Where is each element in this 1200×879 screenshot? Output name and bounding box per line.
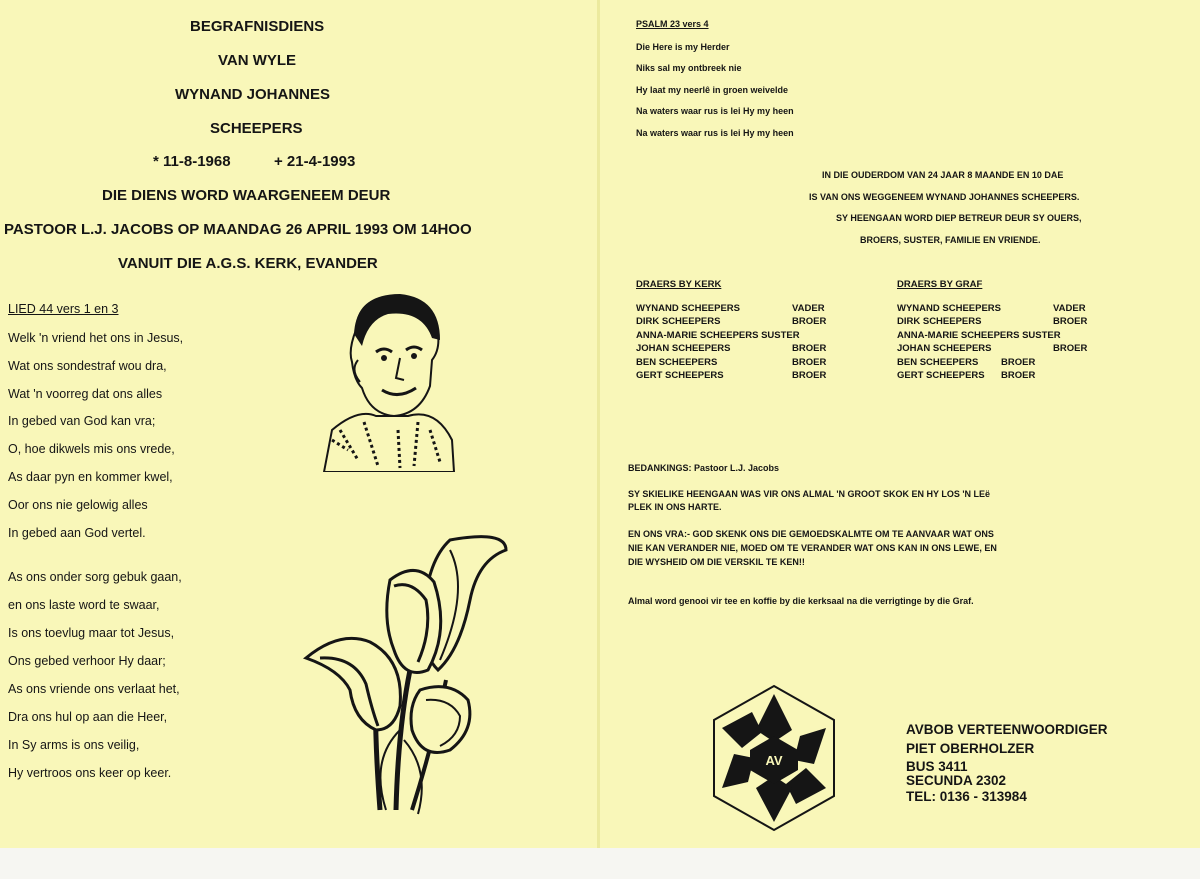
birth-date: * 11-8-1968 (153, 153, 231, 170)
hymn-verse2-line: Hy vertroos ons keer op keer. (8, 766, 172, 780)
heading-line-2: VAN WYLE (218, 52, 297, 69)
service-line-1: DIE DIENS WORD WAARGENEEM DEUR (102, 187, 391, 204)
agent-box: BUS 3411 (906, 759, 968, 774)
service-line-3: VANUIT DIE A.G.S. KERK, EVANDER (118, 255, 378, 272)
hymn-verse1-line: In gebed van God kan vra; (8, 414, 156, 428)
avbob-logo-text: AV (765, 753, 783, 768)
center-fold (597, 0, 600, 848)
hymn-verse1-line: Wat 'n voorreg dat ons alles (8, 387, 163, 401)
bearers-grave-title: DRAERS BY GRAF (897, 279, 983, 290)
bearers-grave-row: ANNA-MARIE SCHEEPERS SUSTER (897, 330, 1061, 341)
hymn-verse1-line: Wat ons sondestraf wou dra, (8, 359, 167, 373)
hymn-verse1-line: As daar pyn en kommer kwel, (8, 470, 173, 484)
heading-line-1: BEGRAFNISDIENS (190, 18, 325, 35)
psalm-title: PSALM 23 vers 4 (636, 19, 709, 29)
prayer-line: EN ONS VRA:- GOD SKENK ONS DIE GEMOEDSKALMTE OM TE AANVAAR WAT ONS (628, 529, 994, 539)
service-line-2: PASTOOR L.J. JACOBS OP MAANDAG 26 APRIL 1993 OM 14HOO (4, 221, 472, 238)
hymn-verse2-line: Dra ons hul op aan die Heer, (8, 710, 168, 724)
psalm-line: Niks sal my ontbreek nie (636, 63, 742, 73)
hymn-verse1-line: In gebed aan God vertel. (8, 526, 146, 540)
thanks-line: BEDANKINGS: Pastoor L.J. Jacobs (628, 463, 780, 473)
hymn-title: LIED 44 vers 1 en 3 (8, 302, 119, 316)
shock-line: SY SKIELIKE HEENGAAN WAS VIR ONS ALMAL 'N GROOT SKOK EN HY LOS 'N LEë (628, 489, 990, 499)
invite-line: Almal word genooi vir tee en koffie by die kerksaal na die verrigtinge by die Graf. (628, 596, 974, 606)
bearers-church-row: ANNA-MARIE SCHEEPERS SUSTER (636, 330, 800, 341)
psalm-line: Hy laat my neerlê in groen weivelde (636, 85, 789, 95)
hymn-verse2-line: en ons laste word te swaar, (8, 598, 160, 612)
hymn-verse2-line: In Sy arms is ons veilig, (8, 738, 140, 752)
avbob-logo-icon (710, 684, 838, 832)
hymn-verse1-line: O, hoe dikwels mis ons vrede, (8, 442, 175, 456)
hymn-verse2-line: Is ons toevlug maar tot Jesus, (8, 626, 175, 640)
obituary-line: IS VAN ONS WEGGENEEM WYNAND JOHANNES SCHEEPERS. (809, 192, 1080, 202)
bearers-church-row: WYNAND SCHEEPERS VADER (636, 303, 825, 314)
bearers-grave-row: BEN SCHEEPERS BROER (897, 357, 1036, 368)
psalm-line: Na waters waar rus is lei Hy my heen (636, 128, 794, 138)
obituary-line: SY HEENGAAN WORD DIEP BETREUR DEUR SY OUERS, (836, 213, 1082, 223)
death-date: + 21-4-1993 (274, 153, 356, 170)
bearers-church-row: DIRK SCHEEPERS BROER (636, 316, 827, 327)
portrait-image (318, 290, 458, 472)
hymn-verse1-line: Welk 'n vriend het ons in Jesus, (8, 331, 184, 345)
bearers-church-row: JOHAN SCHEEPERS BROER (636, 343, 827, 354)
agent-name: PIET OBERHOLZER (906, 741, 1035, 756)
hymn-verse1-line: Oor ons nie gelowig alles (8, 498, 148, 512)
hymn-verse2-line: As ons vriende ons verlaat het, (8, 682, 180, 696)
bearers-grave-row: GERT SCHEEPERS BROER (897, 370, 1036, 381)
agent-title: AVBOB VERTEENWOORDIGER (906, 722, 1108, 737)
heading-line-4: SCHEEPERS (210, 120, 303, 137)
bearers-church-row: BEN SCHEEPERS BROER (636, 357, 827, 368)
obituary-line: IN DIE OUDERDOM VAN 24 JAAR 8 MAANDE EN 10 DAE (822, 170, 1064, 180)
calla-lily-image (300, 530, 515, 820)
bearers-grave-row: JOHAN SCHEEPERS BROER (897, 343, 1088, 354)
bearers-church-title: DRAERS BY KERK (636, 279, 722, 290)
bearers-church-row: GERT SCHEEPERS BROER (636, 370, 827, 381)
obituary-line: BROERS, SUSTER, FAMILIE EN VRIENDE. (860, 235, 1041, 245)
prayer-line: DIE WYSHEID OM DIE VERSKIL TE KEN!! (628, 557, 805, 567)
hymn-verse2-line: Ons gebed verhoor Hy daar; (8, 654, 166, 668)
bearers-grave-row: WYNAND SCHEEPERS VADER (897, 303, 1086, 314)
prayer-line: NIE KAN VERANDER NIE, MOED OM TE VERANDER WAT ONS KAN IN ONS LEWE, EN (628, 543, 997, 553)
psalm-line: Die Here is my Herder (636, 42, 730, 52)
bearers-grave-row: DIRK SCHEEPERS BROER (897, 316, 1088, 327)
psalm-line: Na waters waar rus is lei Hy my heen (636, 106, 794, 116)
heading-line-3: WYNAND JOHANNES (175, 86, 331, 103)
agent-city: SECUNDA 2302 (906, 773, 1007, 788)
agent-phone: TEL: 0136 - 313984 (906, 789, 1027, 804)
shock-line: PLEK IN ONS HARTE. (628, 502, 722, 512)
hymn-verse2-line: As ons onder sorg gebuk gaan, (8, 570, 182, 584)
